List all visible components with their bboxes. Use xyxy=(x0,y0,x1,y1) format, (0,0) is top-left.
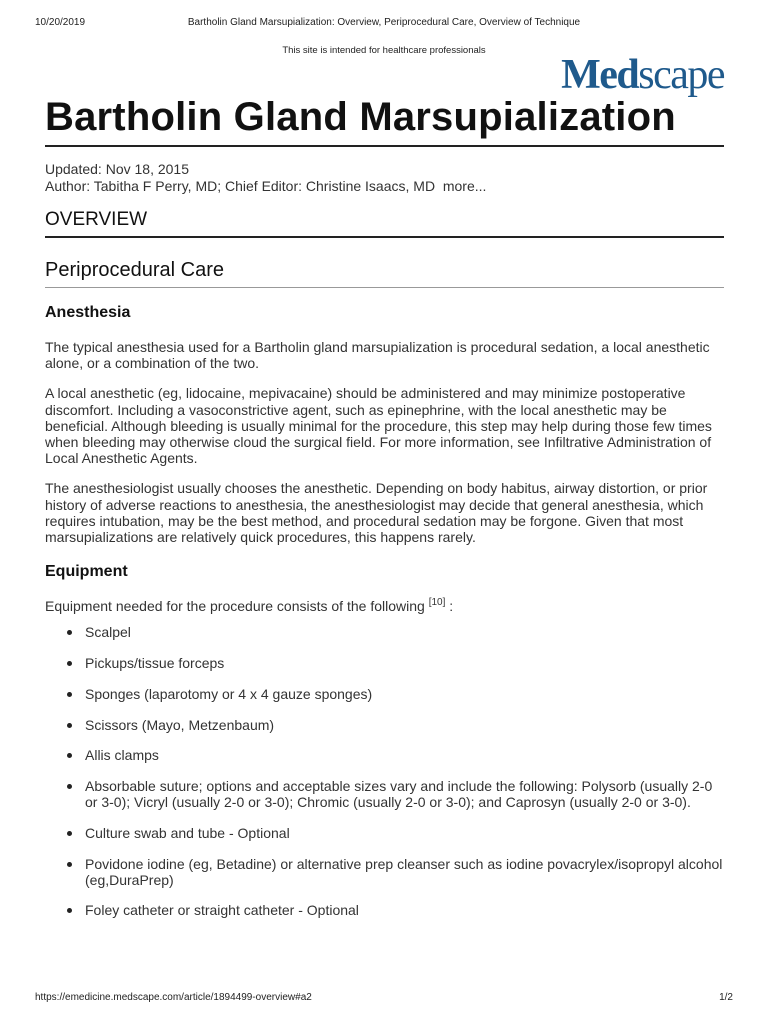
author-line xyxy=(45,178,724,195)
list-item: Absorbable suture; options and acceptable sizes vary and include the following: Polysorb (usually 2-0 or 3-0); Vicryl (usually 2-0 or 3-0); Chromic (usually 2-0 or 3-0); and Caprosyn (usually 2-0 or 3-0). xyxy=(85,778,724,810)
updated-date: Updated: Nov 18, 2015 xyxy=(45,161,189,177)
subsection-heading: Periprocedural Care xyxy=(45,257,724,288)
equipment-list xyxy=(45,624,724,918)
article-title: Bartholin Gland Marsupialization xyxy=(45,93,724,147)
logo-part-scape: scape xyxy=(638,52,724,98)
list-item: Pickups/tissue forceps xyxy=(85,655,724,671)
article-content xyxy=(45,93,724,933)
logo-part-med: Med xyxy=(561,52,639,98)
more-authors-link[interactable]: more... xyxy=(442,178,487,194)
print-header xyxy=(35,17,733,31)
list-item: Sponges (laparotomy or 4 x 4 gauze sponges) xyxy=(85,686,724,702)
page-number: 1/2 xyxy=(719,992,733,1003)
equipment-intro-text: Equipment needed for the procedure consists of the following xyxy=(45,598,429,615)
list-item: Scissors (Mayo, Metzenbaum) xyxy=(85,717,724,733)
list-item: Allis clamps xyxy=(85,747,724,763)
anesthesia-paragraph-2-text: A local anesthetic (eg, lidocaine, mepivacaine) should be administered and may minimize postoperative discomfort. Including a vasoconstrictive agent, such as epinephrine, with the local anesthetic may be beneficial. Although bleeding is usually minimal for the procedure, this step may help during those few times when bleeding may otherwise cloud the surgical field. For more information, see xyxy=(45,385,712,451)
page-url: https://emedicine.medscape.com/article/1894499-overview#a2 xyxy=(35,992,312,1003)
anesthesia-heading: Anesthesia xyxy=(45,304,131,321)
list-item: Scalpel xyxy=(85,624,724,640)
anesthesia-paragraph-2 xyxy=(45,385,724,466)
author-text: Author: Tabitha F Perry, MD; Chief Editor: Christine Isaacs, MD xyxy=(45,178,436,194)
reference-link[interactable]: [10] xyxy=(428,596,446,608)
section-heading-overview: OVERVIEW xyxy=(45,208,724,238)
list-item: Foley catheter or straight catheter - Optional xyxy=(85,902,724,918)
list-item: Culture swab and tube - Optional xyxy=(85,825,724,841)
equipment-intro-end: : xyxy=(445,598,454,615)
print-page-title: Bartholin Gland Marsupialization: Overview, Periprocedural Care, Overview of Technique xyxy=(187,17,581,28)
list-item: Povidone iodine (eg, Betadine) or alternative prep cleanser such as iodine povacrylex/isopropyl alcohol (eg,DuraPrep) xyxy=(85,855,723,888)
anesthesia-paragraph-2-end: . xyxy=(193,450,198,467)
anesthesia-paragraph-3: The anesthesiologist usually chooses the anesthetic. Depending on body habitus, airway distortion, or prior history of adverse reactions to anesthesia, the anesthesiologist may decide that general anesthesia, which requires intubation, may be the best method, and procedural sedation may be forgone. Given that most marsupializations are relatively quick procedures, this happens rarely. xyxy=(45,480,708,546)
anesthesia-paragraph-1: The typical anesthesia used for a Bartholin gland marsupialization is procedural sedation, a local anesthetic alone, or a combination of the two. xyxy=(45,339,710,372)
print-footer xyxy=(35,992,733,1006)
local-anesthetic-link[interactable]: Infiltrative Administration of Local Anesthetic Agents xyxy=(45,434,712,467)
professional-notice: This site is intended for healthcare professionals xyxy=(282,45,486,56)
print-date: 10/20/2019 xyxy=(35,17,86,28)
equipment-intro xyxy=(45,598,724,614)
equipment-heading: Equipment xyxy=(45,563,128,581)
article-meta xyxy=(45,161,724,195)
